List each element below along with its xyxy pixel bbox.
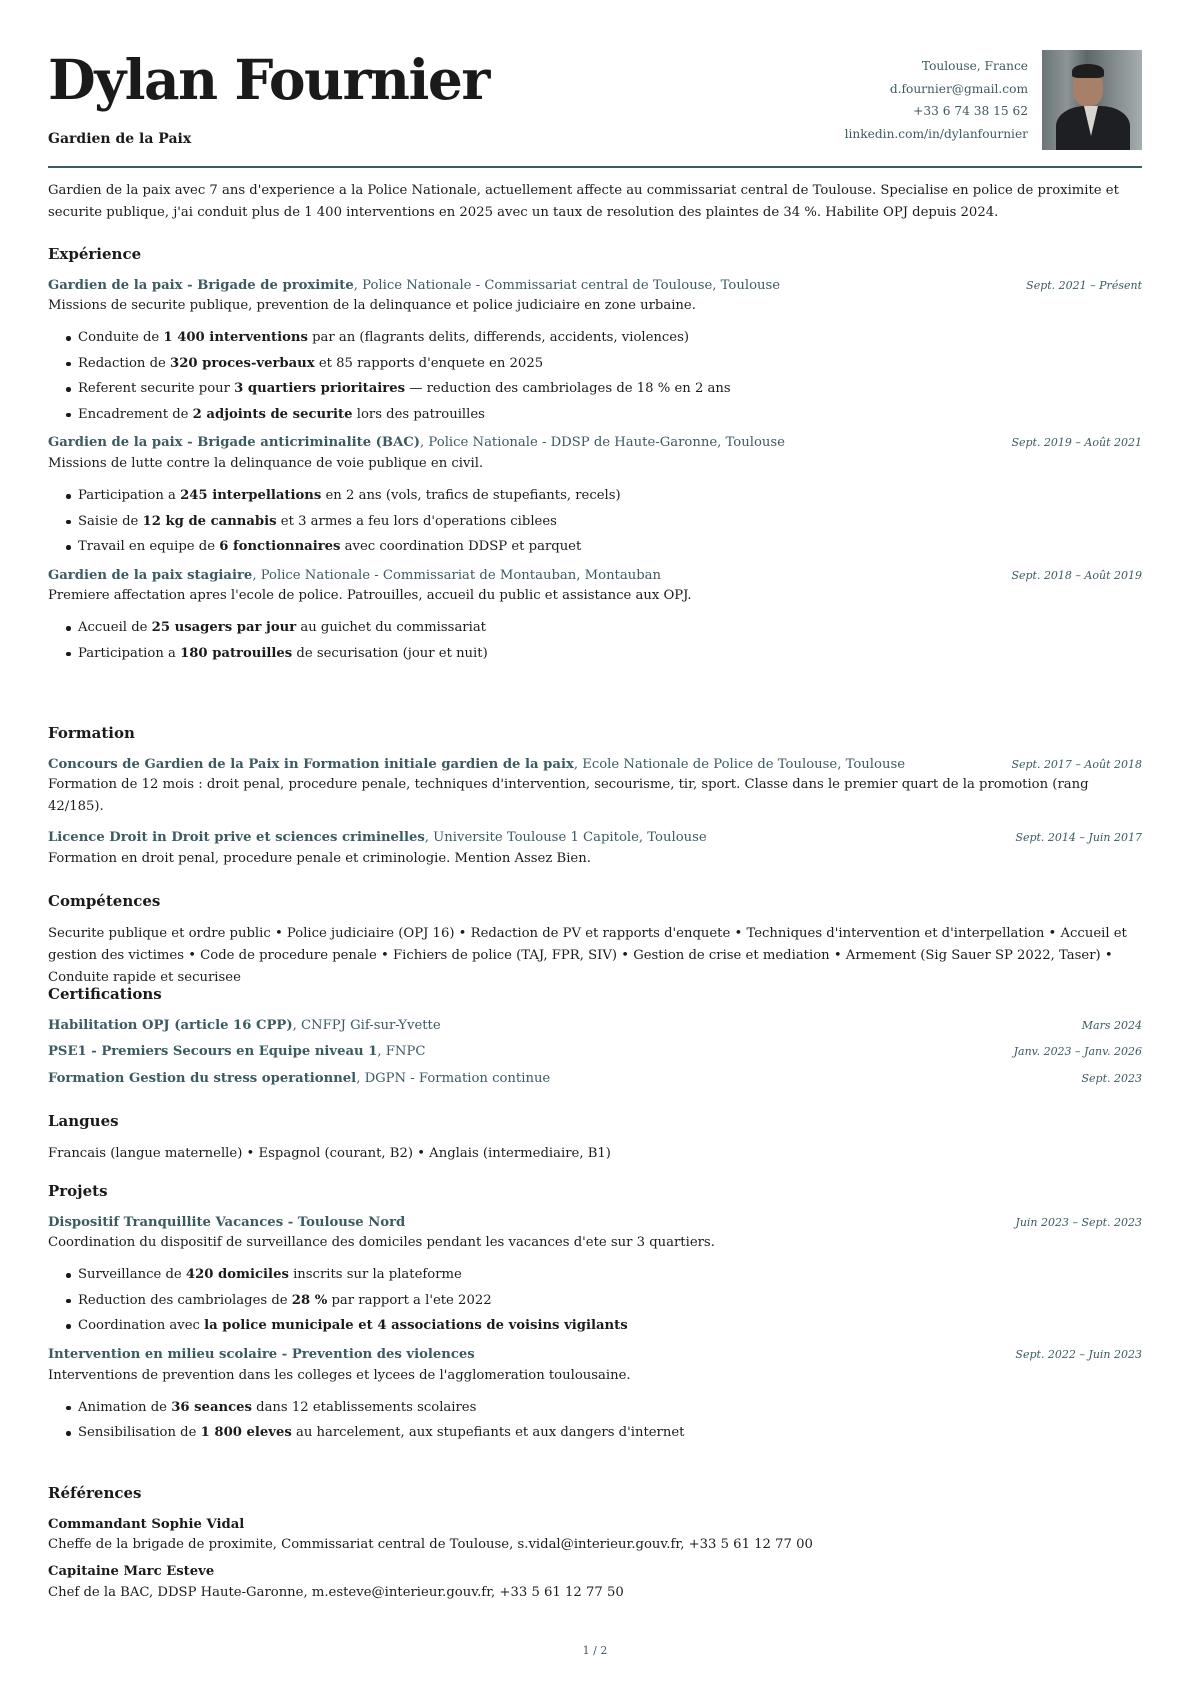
reference-name: Capitaine Marc Esteve [48, 1564, 215, 1580]
bullet-item: Encadrement de 2 adjoints de securite lors des patrouilles [78, 402, 1142, 428]
education-entry [48, 755, 1142, 819]
bullet-item: Reduction des cambriolages de 28 % par rapport a l'ete 2022 [78, 1288, 1142, 1314]
job-date: Sept. 2018 – Août 2019 [1011, 568, 1142, 582]
section-heading-skills: Compétences [48, 892, 161, 910]
school-name: , Universite Toulouse 1 Capitole, Toulouse [424, 830, 707, 846]
certification-name: PSE1 - Premiers Secours en Equipe niveau 1 [48, 1044, 378, 1060]
job-role: Gardien de la paix - Brigade anticriminalite (BAC) [48, 435, 421, 451]
education-date: Sept. 2014 – Juin 2017 [1015, 831, 1142, 845]
section-heading-projects: Projets [48, 1182, 108, 1200]
project-name: Dispositif Tranquillite Vacances - Toulouse Nord [48, 1214, 406, 1230]
job-description: Missions de lutte contre la delinquance de voie publique en civil. [48, 456, 484, 472]
project-description: Coordination du dispositif de surveillance des domiciles pendant les vacances d'ete sur 3 quartiers. [48, 1235, 715, 1251]
job-role: Gardien de la paix - Brigade de proximite [48, 277, 354, 293]
bullet-item: Conduite de 1 400 interventions par an (flagrants delits, differends, accidents, violences) [78, 325, 1142, 351]
certification-org: , DGPN - Formation continue [356, 1071, 551, 1087]
contact-location: Toulouse, France [921, 59, 1028, 73]
certification-entry [48, 1069, 1142, 1089]
languages-section [48, 1110, 1142, 1165]
bullet-item: Accueil de 25 usagers par jour au guichet du commissariat [78, 615, 1142, 641]
experience-section [48, 243, 1142, 666]
bullet-item: Referent securite pour 3 quartiers prioritaires — reduction des cambriolages de 18 % en 2 ans [78, 376, 1142, 402]
candidate-name: Dylan Fournier [48, 47, 489, 112]
bullet-item: Redaction de 320 proces-verbaux et 85 rapports d'enquete en 2025 [78, 351, 1142, 377]
bullet-item: Coordination avec la police municipale et 4 associations de voisins vigilants [78, 1313, 1142, 1339]
section-heading-certifications: Certifications [48, 985, 162, 1003]
bullet-item: Surveillance de 420 domiciles inscrits sur la plateforme [78, 1262, 1142, 1288]
certification-entry [48, 1016, 1142, 1036]
project-description: Interventions de prevention dans les colleges et lycees de l'agglomeration toulousaine. [48, 1367, 631, 1383]
page-number: 1 / 2 [582, 1644, 608, 1657]
contact-email[interactable]: d.fournier@gmail.com [889, 81, 1028, 96]
certification-date: Mars 2024 [1081, 1018, 1142, 1032]
experience-entry [48, 566, 1142, 667]
experience-entry [48, 276, 1142, 428]
job-date: Sept. 2021 – Présent [1026, 278, 1142, 292]
photo-hair [1072, 64, 1104, 78]
bullet-item: Animation de 36 seances dans 12 etablissements scolaires [78, 1395, 1142, 1421]
job-date: Sept. 2019 – Août 2021 [1011, 436, 1142, 450]
education-description: Formation de 12 mois : droit penal, procedure penale, techniques d'intervention, secourisme, tir, sport. Classe dans le premier quart de la promotion (rang 42/185). [48, 777, 1089, 815]
job-description: Missions de securite publique, prevention de la delinquance et police judiciaire en zone urbaine. [48, 298, 696, 314]
references-section [48, 1482, 1142, 1604]
project-bullets [48, 1262, 1142, 1339]
job-role: Gardien de la paix stagiaire [48, 567, 253, 583]
reference-name: Commandant Sophie Vidal [48, 1516, 245, 1532]
education-description: Formation en droit penal, procedure penale et criminologie. Mention Assez Bien. [48, 851, 591, 867]
contact-linkedin[interactable]: linkedin.com/in/dylanfournier [844, 126, 1028, 141]
section-heading-languages: Langues [48, 1112, 119, 1130]
section-heading-references: Références [48, 1484, 142, 1502]
skills-list: Securite publique et ordre public • Police judiciaire (OPJ 16) • Redaction de PV et rapports d'enquete • Techniques d'intervention et d'interpellation • Accueil et gestion des victimes • Code de procedure penale • Fichiers de police (TAJ, FPR, SIV) • Gestion de crise et mediation • Armement (Sig Sauer SP 2022, Taser) • Conduite rapide et securisee [48, 925, 1127, 985]
header-divider [48, 166, 1142, 168]
bullet-item: Participation a 180 patrouilles de securisation (jour et nuit) [78, 641, 1142, 667]
certification-org: , FNPC [377, 1044, 426, 1060]
skills-section [48, 890, 1142, 989]
education-section [48, 722, 1142, 870]
school-name: , Ecole Nationale de Police de Toulouse, Toulouse [573, 756, 906, 772]
languages-list: Francais (langue maternelle) • Espagnol (courant, B2) • Anglais (intermediaire, B1) [48, 1145, 611, 1161]
summary: Gardien de la paix avec 7 ans d'experience a la Police Nationale, actuellement affecte au commissariat central de Toulouse. Specialise en police de proximite et securite publique, j'ai conduit plus de 1 400 interventions en 2025 avec un taux de resolution des plaintes de 34 %. Habilite OPJ depuis 2024. [48, 183, 1119, 220]
reference-details: Cheffe de la brigade de proximite, Commissariat central de Toulouse, s.vidal@interieur.gouv.fr, +33 5 61 12 77 00 [48, 1537, 813, 1553]
job-bullets [48, 615, 1142, 666]
section-heading-education: Formation [48, 724, 135, 742]
degree-name: Concours de Gardien de la Paix in Formation initiale gardien de la paix [48, 756, 574, 772]
degree-name: Licence Droit in Droit prive et sciences criminelles [48, 830, 425, 846]
project-bullets [48, 1395, 1142, 1446]
candidate-title: Gardien de la Paix [48, 131, 192, 147]
project-date: Sept. 2022 – Juin 2023 [1015, 1347, 1142, 1361]
job-bullets [48, 483, 1142, 560]
bullet-item: Travail en equipe de 6 fonctionnaires avec coordination DDSP et parquet [78, 534, 1142, 560]
certification-entry [48, 1042, 1142, 1062]
experience-entry [48, 433, 1142, 559]
reference-details: Chef de la BAC, DDSP Haute-Garonne, m.esteve@interieur.gouv.fr, +33 5 61 12 77 50 [48, 1585, 624, 1601]
section-heading-experience: Expérience [48, 245, 142, 263]
education-date: Sept. 2017 – Août 2018 [1011, 757, 1142, 771]
certifications-section [48, 983, 1142, 1089]
contact-block [845, 55, 1028, 145]
job-org: , Police Nationale - Commissariat central de Toulouse, Toulouse [353, 277, 781, 293]
certification-name: Formation Gestion du stress operationnel [48, 1071, 357, 1087]
profile-photo [1042, 50, 1142, 150]
certification-org: , CNFPJ Gif-sur-Yvette [292, 1017, 441, 1033]
job-description: Premiere affectation apres l'ecole de police. Patrouilles, accueil du public et assistance aux OPJ. [48, 588, 692, 604]
resume-page [48, 0, 1142, 1601]
education-entry [48, 828, 1142, 870]
job-org: , Police Nationale - Commissariat de Montauban, Montauban [252, 567, 662, 583]
resume-header [48, 0, 1142, 168]
certification-date: Janv. 2023 – Janv. 2026 [1013, 1045, 1142, 1059]
project-date: Juin 2023 – Sept. 2023 [1015, 1215, 1142, 1229]
projects-section [48, 1180, 1142, 1446]
bullet-item: Participation a 245 interpellations en 2 ans (vols, trafics de stupefiants, recels) [78, 483, 1142, 509]
project-entry [48, 1213, 1142, 1339]
job-org: , Police Nationale - DDSP de Haute-Garonne, Toulouse [420, 435, 785, 451]
certification-date: Sept. 2023 [1081, 1072, 1142, 1086]
project-name: Intervention en milieu scolaire - Prevention des violences [48, 1346, 475, 1362]
job-bullets [48, 325, 1142, 427]
bullet-item: Sensibilisation de 1 800 eleves au harcelement, aux stupefiants et aux dangers d'internet [78, 1420, 1142, 1446]
contact-phone: +33 6 74 38 15 62 [913, 104, 1028, 118]
project-entry [48, 1345, 1142, 1446]
certification-name: Habilitation OPJ (article 16 CPP) [48, 1017, 293, 1033]
bullet-item: Saisie de 12 kg de cannabis et 3 armes a feu lors d'operations ciblees [78, 509, 1142, 535]
